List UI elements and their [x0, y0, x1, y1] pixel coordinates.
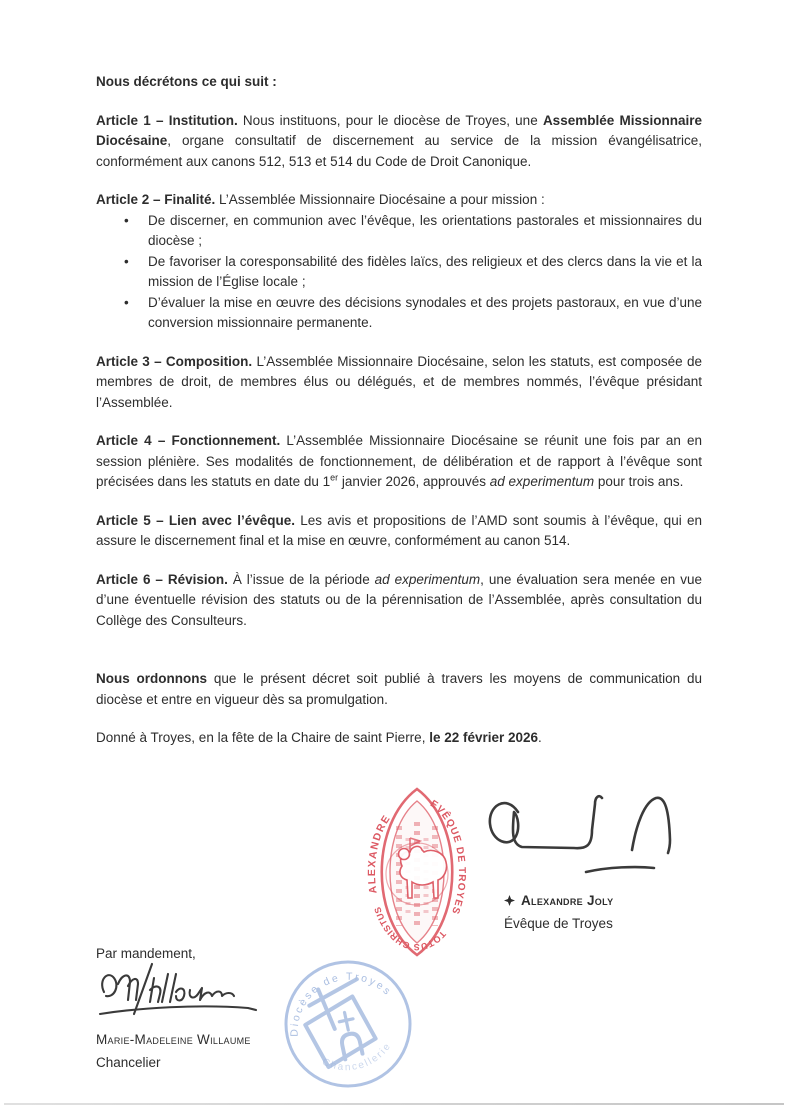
article-4-body-2: janvier 2026, approuvés [338, 474, 490, 489]
article-6-heading: Article 6 – Révision. [96, 571, 228, 587]
article-3 [96, 352, 702, 414]
article-1-body: Nous instituons, pour le diocèse de Troyes, une [237, 112, 543, 128]
article-1-heading: Article 1 – Institution. [96, 112, 238, 128]
article-4 [96, 431, 702, 493]
date-line [96, 728, 702, 749]
promulgation-order-heading: Nous ordonnons [96, 671, 208, 686]
promulgation-order-body: que le présent décret soit publié à travers les moyens de communication du diocèse et entre en vigueur dès sa promulgation. [96, 671, 702, 707]
stamp-text-bottom: Chancellerie [320, 1040, 394, 1074]
bishop-seal-graphic [352, 786, 482, 958]
article-3-body: L’Assemblée Missionnaire Diocésaine, selon les statuts, est composée de membres de droit, de membres élus ou délégués, et de membres nommés, l’évêque présidant l’Assemblée. [96, 353, 702, 410]
chancellor-identity-block [96, 1028, 251, 1074]
article-1-bold-phrase: Assemblée Missionnaire Diocésaine [96, 112, 702, 148]
bishop-name-line [504, 889, 613, 912]
chancery-stamp [265, 941, 431, 1107]
article-4-body-3: pour trois ans. [594, 474, 684, 489]
bullet-text: De discerner, en communion avec l’évêque, les orientations pastorales et missionnaires du diocèse ; [148, 212, 702, 248]
chancellor-role: Chancelier [96, 1055, 161, 1070]
bullet-text: De favoriser la coresponsabilité des fidèles laïcs, des religieux et des clercs dans la vie et la mission de l’Église locale ; [148, 253, 702, 289]
bullet-item [148, 293, 702, 334]
article-2 [96, 190, 702, 334]
article-1 [96, 111, 702, 173]
date-line-date: le 22 février 2026 [429, 730, 539, 745]
seal-text-right: EVÊQUE DE TROYES [427, 798, 468, 917]
bishop-signature-strokes [482, 786, 692, 886]
cross-pattee-icon [504, 895, 515, 906]
article-2-bullet-list [96, 211, 702, 334]
article-5-heading: Article 5 – Lien avec l’évêque. [96, 512, 295, 528]
article-6-body: À l’issue de la période [227, 571, 375, 587]
article-6 [96, 570, 702, 632]
bullet-item [148, 252, 702, 293]
date-line-body: Donné à Troyes, en la fête de la Chaire de saint Pierre, [96, 730, 430, 745]
bishop-title: Évêque de Troyes [504, 916, 613, 931]
decree-intro [96, 72, 702, 93]
decree-body [96, 72, 702, 767]
bishop-signature [482, 786, 692, 891]
latin-phrase: ad experimentum [489, 474, 595, 489]
article-2-heading: Article 2 – Finalité. [96, 192, 216, 207]
decree-intro-text: Nous décrétons ce qui suit : [96, 74, 277, 89]
mandate-line: Par mandement, [96, 946, 196, 961]
chancellor-name: Marie-Madeleine Willaume [96, 1032, 251, 1047]
stamp-text-top: Diocèse de Troyes [288, 970, 395, 1037]
chancery-stamp-graphic [265, 941, 431, 1107]
ordinal-superscript: er [330, 472, 339, 483]
bishop-name: Alexandre Joly [521, 893, 614, 908]
article-1-body-2: , organe consultatif de discernement au service de la mission évangélisatrice, conformément aux canons 512, 513 et 514 du Code de Droit Canonique. [96, 133, 702, 169]
article-6-body-2: , une évaluation sera menée en vue d’une éventuelle révision des statuts ou de la pérennisation de l’Assemblée, après consultation du Collège des Consulteurs. [96, 571, 702, 628]
article-2-body: L’Assemblée Missionnaire Diocésaine a pour mission : [215, 192, 545, 207]
article-5 [96, 511, 702, 552]
bishop-identity-block [504, 889, 613, 935]
seal-text-left: ALEXANDRE [365, 812, 394, 895]
bishop-seal [352, 786, 482, 958]
svg-text:ALEXANDRE [366, 812, 393, 894]
article-4-heading: Article 4 – Fonctionnement. [96, 433, 281, 448]
article-2-intro [96, 190, 702, 211]
article-5-body: Les avis et propositions de l’AMD sont soumis à l’évêque, qui en assure le discernement final et la mise en œuvre, conformément au canon 514. [96, 512, 702, 548]
date-line-tail: . [538, 730, 542, 745]
bullet-item [148, 211, 702, 252]
promulgation-order [96, 669, 702, 710]
latin-phrase: ad experimentum [374, 571, 481, 587]
article-4-body: L’Assemblée Missionnaire Diocésaine se réunit une fois par an en session plénière. Ses modalités de fonctionnement, de délibération et de rapport à l’évêque sont précisées dans les statuts en date du 1 [96, 433, 702, 489]
seal-text-motto: TOTUS CHRISTUS [372, 905, 448, 953]
article-3-heading: Article 3 – Composition. [96, 353, 253, 369]
bullet-text: D’évaluer la mise en œuvre des décisions synodales et des projets pastoraux, en vue d’une conversion missionnaire permanente. [148, 294, 702, 330]
page-bottom-edge [4, 1103, 784, 1105]
